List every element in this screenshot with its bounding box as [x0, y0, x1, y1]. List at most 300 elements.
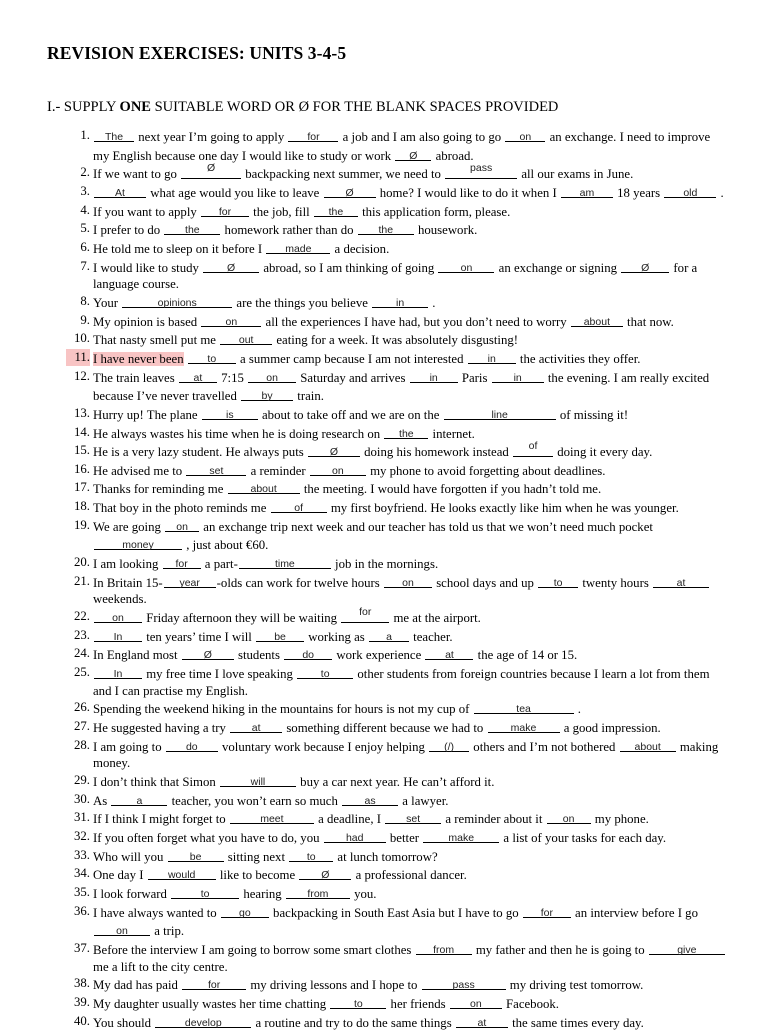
- item-number: 9.: [66, 312, 90, 329]
- handwritten-answer: from: [416, 944, 472, 956]
- sentence-text: 7:15: [218, 371, 247, 385]
- handwritten-answer: tea: [474, 703, 574, 715]
- exercise-item: [66, 994, 726, 1013]
- answer-blank[interactable]: [621, 258, 669, 273]
- answer-blank[interactable]: [256, 627, 304, 642]
- handwritten-answer: for: [341, 606, 389, 618]
- sentence-text: , just about €60.: [183, 538, 268, 552]
- exercise-item: [66, 627, 726, 646]
- exercise-item: [66, 573, 726, 608]
- section-heading-prefix: I.- SUPPLY: [47, 99, 120, 115]
- sentence-text: I look forward: [93, 887, 170, 901]
- answer-blank[interactable]: [165, 517, 199, 532]
- handwritten-answer: give: [649, 944, 725, 956]
- exercise-item: [66, 183, 726, 202]
- sentence-text: are the things you believe: [233, 296, 371, 310]
- exercise-item: [66, 737, 726, 772]
- answer-blank[interactable]: [384, 424, 428, 439]
- answer-blank[interactable]: [410, 368, 458, 383]
- answer-blank[interactable]: [450, 994, 502, 1009]
- answer-blank[interactable]: [284, 645, 332, 660]
- item-number: 22.: [66, 608, 90, 625]
- sentence-text: weekends.: [93, 592, 147, 606]
- sentence-text: I prefer to do: [93, 223, 163, 237]
- exercise-item: [66, 405, 726, 424]
- answer-blank[interactable]: [456, 1013, 508, 1028]
- handwritten-answer: on: [248, 372, 296, 384]
- sentence-text: 18 years: [614, 186, 663, 200]
- exercise-item: [66, 349, 726, 368]
- handwritten-answer: Ø: [299, 869, 351, 881]
- answer-blank[interactable]: [468, 349, 516, 364]
- handwritten-answer: by: [241, 390, 293, 402]
- exercise-item: [66, 368, 726, 405]
- exercise-item: [66, 608, 726, 627]
- handwritten-answer: go: [221, 907, 269, 919]
- sentence-text: a professional dancer.: [352, 868, 466, 882]
- handwritten-answer: time: [239, 558, 331, 570]
- answer-blank[interactable]: [358, 220, 414, 235]
- handwritten-answer: in: [410, 372, 458, 384]
- sentence-text: job in the mornings.: [332, 557, 438, 571]
- answer-blank[interactable]: [94, 535, 182, 550]
- handwritten-answer: in: [372, 297, 428, 309]
- exercise-item: [66, 479, 726, 498]
- answer-blank[interactable]: [148, 865, 216, 880]
- sentence-text: doing it every day.: [554, 445, 652, 459]
- handwritten-answer: at: [653, 577, 709, 589]
- exercise-item: [66, 517, 726, 554]
- sentence-text: voluntary work because I enjoy helping: [219, 740, 428, 754]
- sentence-text: my phone.: [592, 812, 649, 826]
- handwritten-answer: of: [271, 502, 327, 514]
- answer-blank[interactable]: [474, 699, 574, 714]
- handwritten-answer: line: [444, 409, 556, 421]
- handwritten-answer: about: [571, 316, 623, 328]
- answer-blank[interactable]: [164, 220, 220, 235]
- answer-blank[interactable]: [111, 791, 167, 806]
- answer-blank[interactable]: [220, 772, 296, 787]
- handwritten-answer: on: [94, 925, 150, 937]
- answer-blank[interactable]: [94, 127, 134, 142]
- exercise-item: [66, 424, 726, 443]
- handwritten-answer: Ø: [308, 446, 360, 458]
- handwritten-answer: year: [164, 577, 216, 589]
- item-number: 1.: [66, 127, 90, 144]
- sentence-text: a lawyer.: [399, 794, 448, 808]
- handwritten-answer: on: [450, 998, 502, 1010]
- handwritten-answer: pass: [422, 979, 506, 991]
- exercise-item: [66, 975, 726, 994]
- handwritten-answer: Ø: [203, 262, 259, 274]
- answer-blank[interactable]: [155, 1013, 251, 1028]
- sentence-text: You should: [93, 1016, 154, 1030]
- answer-blank[interactable]: [94, 627, 142, 642]
- sentence-text: that now.: [624, 315, 674, 329]
- handwritten-answer: of: [513, 440, 553, 452]
- answer-blank[interactable]: [248, 368, 296, 383]
- answer-blank[interactable]: [266, 239, 330, 254]
- answer-blank[interactable]: [438, 258, 494, 273]
- handwritten-answer: meet: [230, 813, 314, 825]
- sentence-text: an exchange trip next week and our teacher has told us that we won’t need much pocket: [200, 520, 653, 534]
- answer-blank[interactable]: [220, 330, 272, 345]
- answer-blank[interactable]: [620, 737, 676, 752]
- answer-blank[interactable]: [324, 828, 386, 843]
- answer-blank[interactable]: [166, 737, 218, 752]
- answer-blank[interactable]: [164, 573, 216, 588]
- exercise-item: [66, 442, 726, 461]
- sentence-text: He suggested having a try: [93, 721, 229, 735]
- exercise-item: [66, 664, 726, 699]
- sentence-text: teacher.: [410, 630, 453, 644]
- handwritten-answer: to: [297, 668, 353, 680]
- answer-blank[interactable]: [513, 442, 553, 457]
- handwritten-answer: for: [182, 979, 246, 991]
- sentence-text: backpacking in South East Asia but I have to go: [270, 906, 522, 920]
- exercise-item: [66, 1013, 726, 1031]
- answer-blank[interactable]: [547, 809, 591, 824]
- sentence-text: home? I would like to do it when I: [377, 186, 560, 200]
- sentence-text: hearing: [240, 887, 285, 901]
- sentence-text: the meeting. I would have forgotten if you hadn’t told me.: [301, 482, 602, 496]
- sentence-text: .: [575, 702, 581, 716]
- answer-blank[interactable]: [171, 884, 239, 899]
- answer-blank[interactable]: [188, 349, 236, 364]
- answer-blank[interactable]: [422, 975, 506, 990]
- sentence-text: a trip.: [151, 924, 184, 938]
- sentence-text: If I think I might forget to: [93, 812, 229, 826]
- handwritten-answer: opinions: [122, 297, 232, 309]
- sentence-text: If you want to apply: [93, 205, 200, 219]
- sentence-text: school days and up: [433, 576, 537, 590]
- answer-blank[interactable]: [342, 791, 398, 806]
- handwritten-answer: At: [94, 187, 146, 199]
- sentence-text: the job, fill: [250, 205, 313, 219]
- answer-blank[interactable]: [201, 312, 261, 327]
- handwritten-answer: at: [456, 1017, 508, 1029]
- exercise-item: [66, 884, 726, 903]
- answer-blank[interactable]: [444, 405, 556, 420]
- answer-blank[interactable]: [314, 202, 358, 217]
- answer-blank[interactable]: [230, 809, 314, 824]
- sentence-text: .: [717, 186, 723, 200]
- handwritten-answer: am: [561, 187, 613, 199]
- sentence-text: buy a car next year. He can’t afford it.: [297, 775, 494, 789]
- handwritten-answer: set: [385, 813, 441, 825]
- sentence-text: [184, 352, 187, 366]
- handwritten-answer: made: [266, 243, 330, 255]
- exercise-item: [66, 220, 726, 239]
- exercise-item: [66, 903, 726, 940]
- answer-blank[interactable]: [505, 127, 545, 142]
- sentence-text: an interview before I go: [572, 906, 698, 920]
- answer-blank[interactable]: [288, 127, 338, 142]
- answer-blank[interactable]: [168, 847, 224, 862]
- answer-blank[interactable]: [653, 573, 709, 588]
- sentence-text: That boy in the photo reminds me: [93, 501, 270, 515]
- answer-blank[interactable]: [310, 461, 366, 476]
- sentence-text: Facebook.: [503, 997, 559, 1011]
- exercise-item: [66, 828, 726, 847]
- answer-blank[interactable]: [186, 461, 246, 476]
- sentence-text: for a language course.: [93, 261, 697, 292]
- answer-blank[interactable]: [94, 664, 142, 679]
- exercise-item: [66, 239, 726, 258]
- answer-blank[interactable]: [94, 183, 146, 198]
- answer-blank[interactable]: [330, 994, 386, 1009]
- answer-blank[interactable]: [163, 554, 201, 569]
- handwritten-answer: money: [94, 539, 182, 551]
- exercise-item: [66, 258, 726, 293]
- exercise-item: [66, 293, 726, 312]
- sentence-text: other students from foreign countries because I learn a lot from them and I can practise my English.: [93, 667, 710, 698]
- handwritten-answer: to: [171, 888, 239, 900]
- answer-blank[interactable]: [324, 183, 376, 198]
- handwritten-answer: on: [201, 316, 261, 328]
- answer-blank[interactable]: [201, 202, 249, 217]
- item-number: 17.: [66, 479, 90, 496]
- answer-blank[interactable]: [372, 293, 428, 308]
- answer-blank[interactable]: [429, 737, 469, 752]
- sentence-text: In Britain 15-: [93, 576, 163, 590]
- answer-blank[interactable]: [538, 573, 578, 588]
- handwritten-answer: Ø: [182, 649, 234, 661]
- answer-blank[interactable]: [385, 809, 441, 824]
- handwritten-answer: at: [230, 722, 282, 734]
- answer-blank[interactable]: [395, 146, 431, 161]
- exercise-item: [66, 645, 726, 664]
- answer-blank[interactable]: [179, 368, 217, 383]
- item-number: 23.: [66, 627, 90, 644]
- sentence-text: better: [387, 831, 423, 845]
- answer-blank[interactable]: [239, 554, 331, 569]
- item-number: 14.: [66, 424, 90, 441]
- item-number: 34.: [66, 865, 90, 882]
- item-number: 5.: [66, 220, 90, 237]
- answer-blank[interactable]: [202, 405, 258, 420]
- sentence-text: a list of your tasks for each day.: [500, 831, 666, 845]
- item-number: 26.: [66, 699, 90, 716]
- sentence-text: a job and I am also going to go: [339, 130, 504, 144]
- handwritten-answer: In: [94, 668, 142, 680]
- exercise-item: [66, 809, 726, 828]
- exercise-item: [66, 847, 726, 866]
- answer-blank[interactable]: [523, 903, 571, 918]
- answer-blank[interactable]: [122, 293, 232, 308]
- sentence-text: eating for a week. It was absolutely disgusting!: [273, 333, 518, 347]
- sentence-text: Before the interview I am going to borrow some smart clothes: [93, 943, 415, 957]
- sentence-text: I don’t think that Simon: [93, 775, 219, 789]
- sentence-text: all the experiences I have had, but you don’t need to worry: [262, 315, 570, 329]
- item-number: 2.: [66, 164, 90, 181]
- sentence-text: about to take off and we are on the: [259, 408, 443, 422]
- handwritten-answer: out: [220, 334, 272, 346]
- answer-blank[interactable]: [241, 386, 293, 401]
- item-number: 30.: [66, 791, 90, 808]
- sentence-text: work experience: [333, 648, 424, 662]
- sentence-text: abroad, so I am thinking of going: [260, 261, 437, 275]
- handwritten-answer: for: [163, 558, 201, 570]
- handwritten-answer: to: [330, 998, 386, 1010]
- item-number: 10.: [66, 330, 90, 347]
- answer-blank[interactable]: [308, 442, 360, 457]
- item-number: 24.: [66, 645, 90, 662]
- section-heading-suffix: SUITABLE WORD OR Ø FOR THE BLANK SPACES PROVIDED: [151, 99, 558, 115]
- exercise-list: [66, 127, 726, 1031]
- exercise-item: [66, 164, 726, 183]
- sentence-text: Spending the weekend hiking in the mountains for hours is not my cup of: [93, 702, 473, 716]
- sentence-text: He told me to sleep on it before I: [93, 242, 265, 256]
- exercise-item: [66, 312, 726, 331]
- answer-blank[interactable]: [297, 664, 353, 679]
- sentence-text: In England most: [93, 648, 181, 662]
- sentence-text: my free time I love speaking: [143, 667, 296, 681]
- handwritten-answer: Ø: [395, 150, 431, 162]
- sentence-text: a reminder: [247, 464, 308, 478]
- sentence-text: this application form, please.: [359, 205, 510, 219]
- item-number: 31.: [66, 809, 90, 826]
- handwritten-answer: old: [664, 187, 716, 199]
- item-number: 12.: [66, 368, 90, 385]
- answer-blank[interactable]: [203, 258, 259, 273]
- handwritten-answer: do: [166, 741, 218, 753]
- exercise-item: [66, 554, 726, 573]
- sentence-text: a reminder about it: [442, 812, 545, 826]
- answer-blank[interactable]: [425, 645, 473, 660]
- handwritten-answer: would: [148, 869, 216, 881]
- answer-blank[interactable]: [384, 573, 432, 588]
- answer-blank[interactable]: [423, 828, 499, 843]
- exercise-item: [66, 718, 726, 737]
- handwritten-answer: on: [438, 262, 494, 274]
- sentence-text: others and I’m not bothered: [470, 740, 619, 754]
- handwritten-answer: Ø: [621, 262, 669, 274]
- sentence-text: the evening. I am really excited because I’ve never travelled: [93, 371, 709, 404]
- sentence-text: my first boyfriend. He looks exactly like him when he was younger.: [328, 501, 679, 515]
- sentence-text: doing his homework instead: [361, 445, 512, 459]
- handwritten-answer: do: [284, 649, 332, 661]
- handwritten-answer: be: [168, 851, 224, 863]
- answer-blank[interactable]: [230, 718, 282, 733]
- answer-blank[interactable]: [182, 975, 246, 990]
- answer-blank[interactable]: [649, 940, 725, 955]
- exercise-item: [66, 791, 726, 810]
- handwritten-answer: from: [286, 888, 350, 900]
- handwritten-answer: about: [228, 483, 300, 495]
- answer-blank[interactable]: [221, 903, 269, 918]
- answer-blank[interactable]: [369, 627, 409, 642]
- sentence-text: my phone to avoid forgetting about deadlines.: [367, 464, 606, 478]
- sentence-text: housework.: [415, 223, 478, 237]
- sentence-text: Paris: [459, 371, 491, 385]
- sentence-text: -olds can work for twelve hours: [217, 576, 383, 590]
- item-number: 32.: [66, 828, 90, 845]
- answer-blank[interactable]: [271, 498, 327, 513]
- sentence-text: I have never been: [93, 352, 184, 366]
- sentence-text: I have always wanted to: [93, 906, 220, 920]
- sentence-text: My dad has paid: [93, 978, 181, 992]
- handwritten-answer: on: [384, 577, 432, 589]
- answer-blank[interactable]: [341, 608, 389, 623]
- answer-blank[interactable]: [445, 164, 517, 179]
- answer-blank[interactable]: [488, 718, 560, 733]
- handwritten-answer: on: [310, 465, 366, 477]
- sentence-text: Who will you: [93, 850, 167, 864]
- handwritten-answer: pass: [445, 162, 517, 174]
- handwritten-answer: at: [179, 372, 217, 384]
- handwritten-answer: at: [425, 649, 473, 661]
- sentence-text: That nasty smell put me: [93, 333, 219, 347]
- sentence-text: twenty hours: [579, 576, 652, 590]
- sentence-text: Saturday and arrives: [297, 371, 409, 385]
- answer-blank[interactable]: [228, 479, 300, 494]
- answer-blank[interactable]: [416, 940, 472, 955]
- handwritten-answer: The: [94, 131, 134, 143]
- handwritten-answer: as: [342, 795, 398, 807]
- sentence-text: the age of 14 or 15.: [474, 648, 577, 662]
- sentence-text: a summer camp because I am not interested: [237, 352, 467, 366]
- handwritten-answer: make: [423, 832, 499, 844]
- sentence-text: a good impression.: [561, 721, 661, 735]
- answer-blank[interactable]: [94, 921, 150, 936]
- handwritten-answer: had: [324, 832, 386, 844]
- answer-blank[interactable]: [94, 608, 142, 623]
- sentence-text: Hurry up! The plane: [93, 408, 201, 422]
- handwritten-answer: a: [111, 795, 167, 807]
- item-number: 38.: [66, 975, 90, 992]
- item-number: 13.: [66, 405, 90, 422]
- item-number: 36.: [66, 903, 90, 920]
- sentence-text: a routine and try to do the same things: [252, 1016, 455, 1030]
- handwritten-answer: set: [186, 465, 246, 477]
- sentence-text: He advised me to: [93, 464, 185, 478]
- handwritten-answer: for: [288, 131, 338, 143]
- answer-blank[interactable]: [181, 164, 241, 179]
- sentence-text: My daughter usually wastes her time chatting: [93, 997, 329, 1011]
- handwritten-answer: for: [523, 907, 571, 919]
- handwritten-answer: on: [165, 521, 199, 533]
- handwritten-answer: will: [220, 776, 296, 788]
- sentence-text: I would like to study: [93, 261, 202, 275]
- answer-blank[interactable]: [299, 865, 351, 880]
- answer-blank[interactable]: [182, 645, 234, 660]
- exercise-item: [66, 498, 726, 517]
- answer-blank[interactable]: [492, 368, 544, 383]
- handwritten-answer: is: [202, 409, 258, 421]
- sentence-text: a part-: [202, 557, 238, 571]
- sentence-text: her friends: [387, 997, 448, 1011]
- answer-blank[interactable]: [664, 183, 716, 198]
- item-number: 3.: [66, 183, 90, 200]
- handwritten-answer: In: [94, 631, 142, 643]
- sentence-text: an exchange or signing: [495, 261, 620, 275]
- answer-blank[interactable]: [289, 847, 333, 862]
- sentence-text: backpacking next summer, we need to: [242, 167, 444, 181]
- handwritten-answer: make: [488, 722, 560, 734]
- item-number: 37.: [66, 940, 90, 957]
- sentence-text: making money.: [93, 740, 718, 771]
- answer-blank[interactable]: [571, 312, 623, 327]
- answer-blank[interactable]: [286, 884, 350, 899]
- sentence-text: He is a very lazy student. He always puts: [93, 445, 307, 459]
- answer-blank[interactable]: [561, 183, 613, 198]
- sentence-text: abroad.: [432, 149, 473, 163]
- handwritten-answer: Ø: [181, 162, 241, 174]
- sentence-text: the same times every day.: [509, 1016, 644, 1030]
- sentence-text: I am going to: [93, 740, 165, 754]
- sentence-text: at lunch tomorrow?: [334, 850, 437, 864]
